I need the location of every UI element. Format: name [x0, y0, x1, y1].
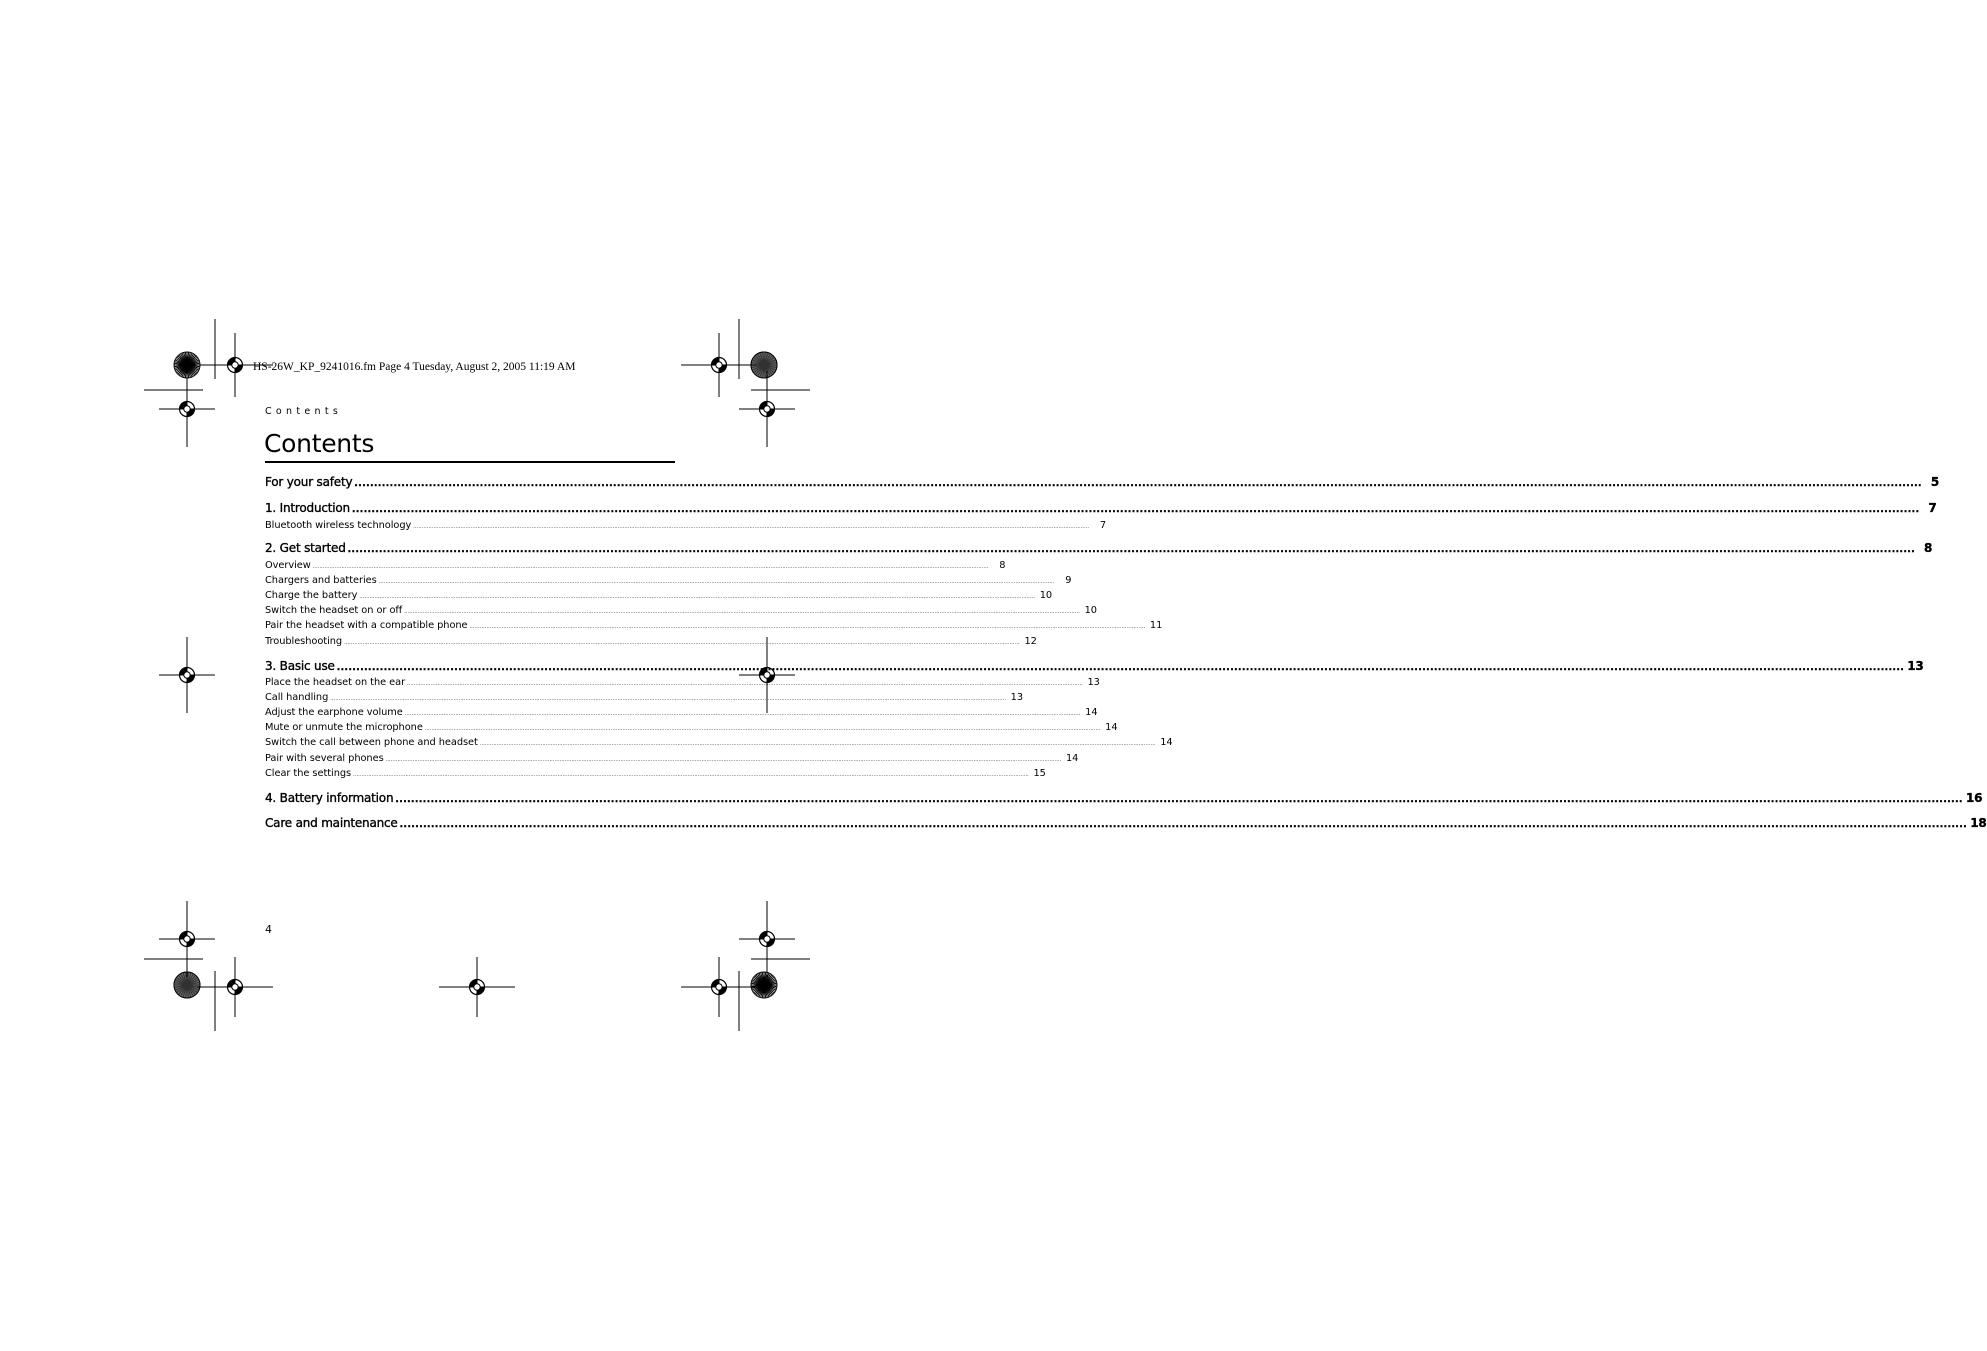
running-head: Contents — [265, 406, 343, 417]
toc-entry-page: 8 — [999, 560, 1006, 571]
dot-leader: ................................................................................................................................................................................................................................................................................................................................................................................................................ — [312, 564, 989, 570]
toc-entry-page: 12 — [1024, 636, 1037, 647]
toc-chapter-entry[interactable] — [265, 813, 1987, 833]
dot-leader: ................................................................................................................................................................................................................................................................................................................................................................................................................ — [407, 681, 1083, 687]
toc-entry-page: 10 — [1039, 590, 1053, 601]
toc-entry-label: Switch the headset on or off — [265, 605, 403, 616]
toc-entry-label: Place the headset on the ear — [265, 677, 406, 688]
toc-entry-label: 1. Introduction — [265, 501, 350, 515]
dot-leader: ................................................................................................................................................................................................................................................................................................................................................................................................................ — [399, 820, 1968, 830]
toc-chapter-entry[interactable] — [265, 656, 1924, 676]
toc-section-entry[interactable] — [265, 573, 1072, 588]
registration-target-center — [474, 984, 480, 990]
dot-leader: ................................................................................................................................................................................................................................................................................................................................................................................................................ — [404, 711, 1081, 717]
toc-entry-label: Switch the call between phone and headset — [265, 737, 478, 748]
toc-chapter-entry[interactable] — [265, 498, 1937, 518]
toc-chapter-entry[interactable] — [265, 472, 1939, 492]
toc-entry-label: Adjust the earphone volume — [265, 707, 403, 718]
dot-leader: ................................................................................................................................................................................................................................................................................................................................................................................................................ — [354, 479, 1922, 489]
registration-target-center — [232, 984, 238, 990]
toc-entry-page: 11 — [1149, 620, 1163, 631]
toc-entry-page: 7 — [1928, 501, 1937, 515]
toc-chapter-entry[interactable] — [265, 538, 1933, 558]
toc-section-entry[interactable] — [265, 720, 1118, 735]
registration-target-center — [184, 406, 190, 412]
toc-entry-label: Mute or unmute the microphone — [265, 722, 423, 733]
toc-entry-page: 8 — [1924, 541, 1933, 555]
toc-entry-page: 7 — [1099, 520, 1107, 531]
dot-leader: ................................................................................................................................................................................................................................................................................................................................................................................................................ — [351, 505, 1920, 515]
toc-entry-page: 16 — [1965, 791, 1983, 805]
toc-section-entry[interactable] — [265, 751, 1079, 766]
toc-entry-label: 4. Battery information — [265, 791, 394, 805]
toc-section-entry[interactable] — [265, 690, 1024, 705]
toc-section-entry[interactable] — [265, 618, 1163, 633]
toc-section-entry[interactable] — [265, 558, 1006, 573]
toc-chapter-entry[interactable] — [265, 788, 1983, 808]
toc-section-entry[interactable] — [265, 588, 1053, 603]
toc-entry-label: Overview — [265, 560, 311, 571]
toc-section-entry[interactable] — [265, 634, 1037, 649]
registration-target-center — [716, 984, 722, 990]
dot-leader: ................................................................................................................................................................................................................................................................................................................................................................................................................ — [336, 663, 1905, 673]
toc-entry-label: Care and maintenance — [265, 816, 398, 830]
toc-entry-page: 14 — [1085, 707, 1098, 718]
page-number: 4 — [265, 923, 272, 936]
registration-target-center — [184, 672, 190, 678]
toc-entry-label: Bluetooth wireless technology — [265, 520, 412, 531]
dot-leader: ................................................................................................................................................................................................................................................................................................................................................................................................................ — [344, 640, 1020, 646]
toc-section-entry[interactable] — [265, 603, 1097, 618]
toc-entry-page: 9 — [1065, 575, 1072, 586]
registration-target-center — [764, 936, 770, 942]
toc-entry-label: Chargers and batteries — [265, 575, 377, 586]
registration-target-center — [184, 936, 190, 942]
toc-entry-label: 3. Basic use — [265, 659, 335, 673]
toc-entry-page: 18 — [1970, 816, 1987, 830]
toc-section-entry[interactable] — [265, 518, 1107, 533]
toc-entry-label: Pair the headset with a compatible phone — [265, 620, 468, 631]
toc-entry-page: 13 — [1907, 659, 1924, 673]
toc-section-entry[interactable] — [265, 766, 1046, 781]
dot-leader: ................................................................................................................................................................................................................................................................................................................................................................................................................ — [353, 772, 1029, 778]
registration-target-center — [232, 362, 238, 368]
dot-leader: ................................................................................................................................................................................................................................................................................................................................................................................................................ — [359, 594, 1036, 600]
toc-entry-page: 15 — [1033, 768, 1046, 779]
toc-entry-label: For your safety — [265, 475, 353, 489]
toc-entry-label: Call handling — [265, 692, 329, 703]
toc-section-entry[interactable] — [265, 705, 1098, 720]
page-title: Contents — [264, 429, 375, 458]
toc-entry-label: Troubleshooting — [265, 636, 343, 647]
toc-section-entry[interactable] — [265, 735, 1173, 750]
dot-leader: ................................................................................................................................................................................................................................................................................................................................................................................................................ — [469, 624, 1146, 630]
toc-entry-page: 13 — [1010, 692, 1024, 703]
toc-entry-label: Pair with several phones — [265, 753, 384, 764]
dot-leader: ................................................................................................................................................................................................................................................................................................................................................................................................................ — [424, 726, 1101, 732]
print-file-header: HS-26W_KP_9241016.fm Page 4 Tuesday, August 2, 2005 11:19 AM — [253, 361, 576, 373]
dot-leader: ................................................................................................................................................................................................................................................................................................................................................................................................................ — [479, 741, 1156, 747]
toc-entry-label: Clear the settings — [265, 768, 352, 779]
registration-target-center — [716, 362, 722, 368]
toc-entry-page: 13 — [1087, 677, 1100, 688]
registration-target-center — [764, 406, 770, 412]
toc-section-entry[interactable] — [265, 675, 1100, 690]
dot-leader: ................................................................................................................................................................................................................................................................................................................................................................................................................ — [378, 579, 1055, 585]
dot-leader: ................................................................................................................................................................................................................................................................................................................................................................................................................ — [395, 795, 1963, 805]
toc-entry-page: 5 — [1930, 475, 1939, 489]
toc-entry-page: 14 — [1066, 753, 1079, 764]
toc-entry-page: 14 — [1105, 722, 1118, 733]
dot-leader: ................................................................................................................................................................................................................................................................................................................................................................................................................ — [413, 524, 1090, 530]
dot-leader: ................................................................................................................................................................................................................................................................................................................................................................................................................ — [330, 696, 1007, 702]
dot-leader: ................................................................................................................................................................................................................................................................................................................................................................................................................ — [385, 757, 1062, 763]
toc-entry-label: Charge the battery — [265, 590, 358, 601]
toc-entry-page: 14 — [1160, 737, 1173, 748]
dot-leader: ................................................................................................................................................................................................................................................................................................................................................................................................................ — [347, 545, 1916, 555]
title-rule — [265, 461, 675, 463]
toc-entry-label: 2. Get started — [265, 541, 346, 555]
toc-entry-page: 10 — [1084, 605, 1097, 616]
dot-leader: ................................................................................................................................................................................................................................................................................................................................................................................................................ — [404, 609, 1080, 615]
